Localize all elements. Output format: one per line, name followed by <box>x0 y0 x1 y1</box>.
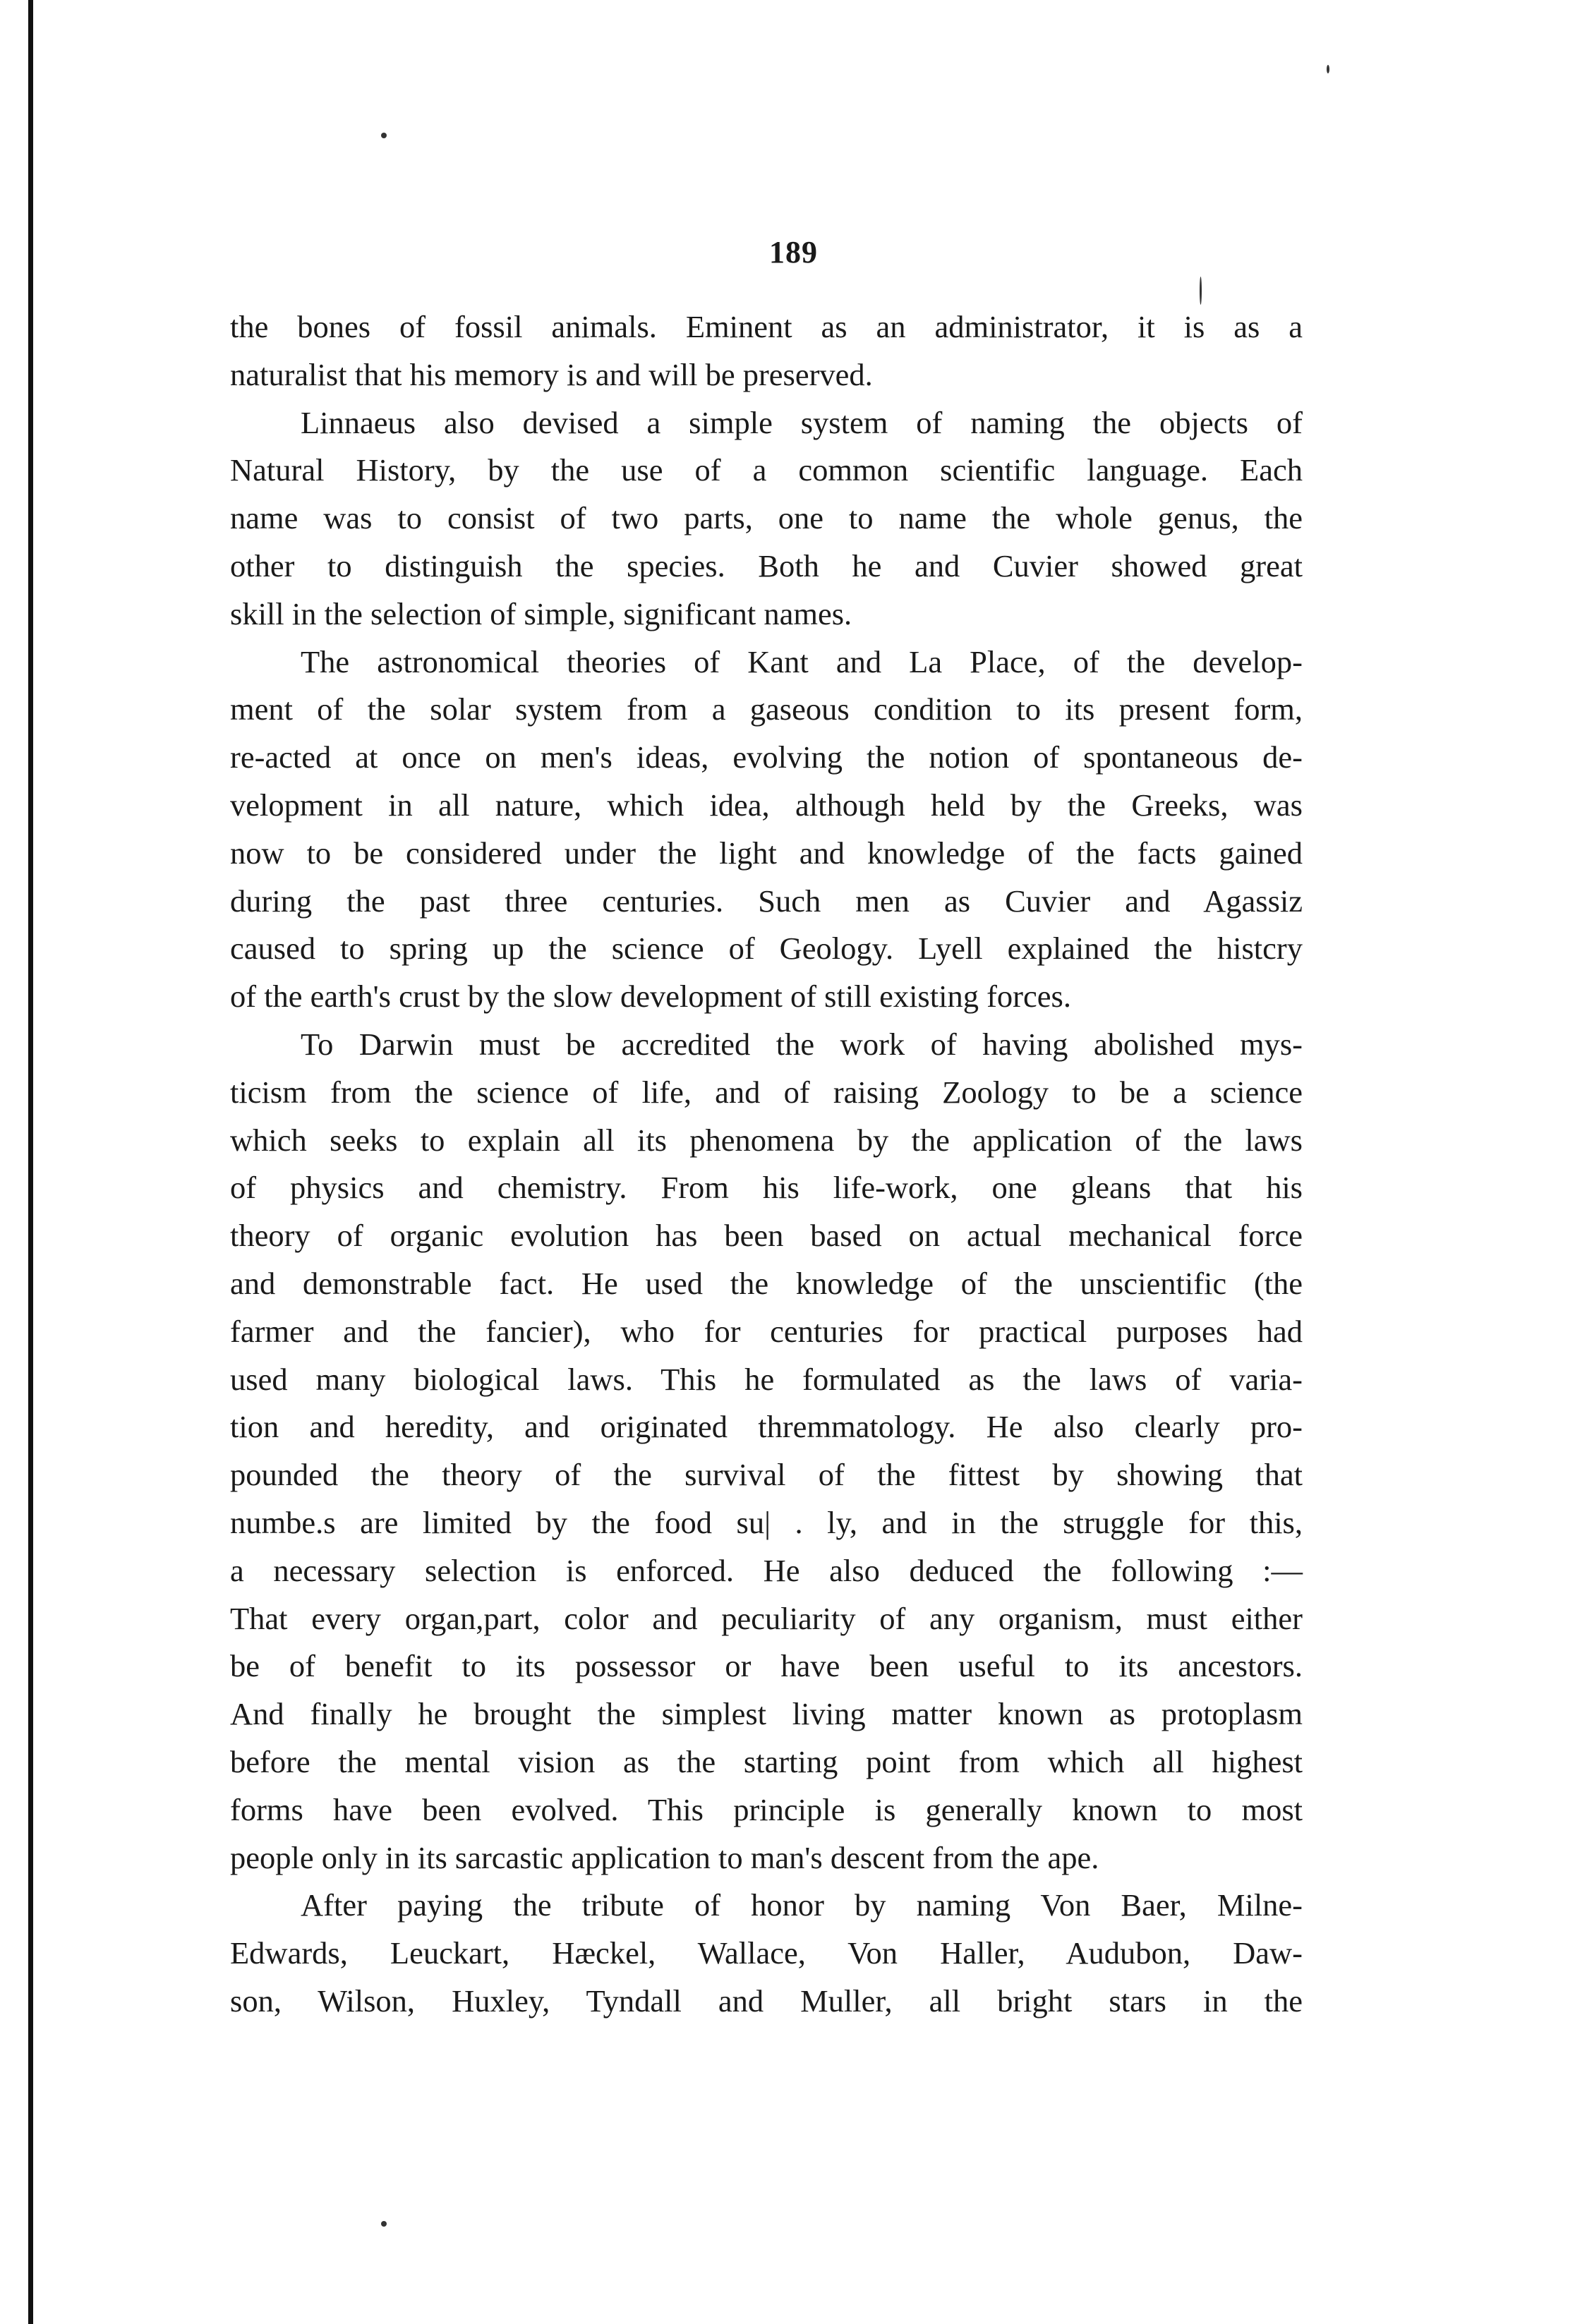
text-line: skill in the selection of simple, significant names. <box>230 595 852 631</box>
text-line: used many biological laws. This he formulated as the laws of varia- <box>230 1361 1303 1397</box>
text-line: naturalist that his memory is and will be preserved. <box>230 356 873 392</box>
scan-speck <box>1200 277 1202 305</box>
text-line: people only in its sarcastic application to man's descent from the ape. <box>230 1839 1099 1875</box>
text-line: ticism from the science of life, and of raising Zoology to be a science <box>230 1074 1303 1110</box>
text-line: and demonstrable fact. He used the knowledge of the unscientific (the <box>230 1265 1303 1301</box>
text-line: After paying the tribute of honor by naming Von Baer, Milne- <box>301 1887 1303 1923</box>
text-line: name was to consist of two parts, one to name the whole genus, the <box>230 500 1303 536</box>
text-line: To Darwin must be accredited the work of having abolished mys- <box>301 1026 1303 1062</box>
text-line: of physics and chemistry. From his life-work, one gleans that his <box>230 1170 1303 1206</box>
page-number: 189 <box>769 235 818 270</box>
text-line: Natural History, by the use of a common scientific language. Each <box>230 452 1303 488</box>
text-line: son, Wilson, Huxley, Tyndall and Muller, all bright stars in the <box>230 1983 1303 2019</box>
text-line: caused to spring up the science of Geology. Lyell explained the histcry <box>230 931 1303 967</box>
text-line: numbe.s are limited by the food su| . ly, and in the struggle for this, <box>230 1504 1303 1540</box>
text-line: now to be considered under the light and knowledge of the facts gained <box>230 835 1303 871</box>
text-line: That every organ,part, color and peculiarity of any organism, must either <box>230 1600 1303 1636</box>
text-line: which seeks to explain all its phenomena by the application of the laws <box>230 1122 1303 1158</box>
text-line: other to distinguish the species. Both he and Cuvier showed great <box>230 547 1303 583</box>
text-line: a necessary selection is enforced. He also deduced the following :— <box>230 1552 1303 1588</box>
text-line: of the earth's crust by the slow development of still existing forces. <box>230 979 1071 1015</box>
text-line: tion and heredity, and originated thremmatology. He also clearly pro- <box>230 1409 1303 1445</box>
text-line: re-acted at once on men's ideas, evolving the notion of spontaneous de- <box>230 739 1303 775</box>
text-line: be of benefit to its possessor or have been useful to its ancestors. <box>230 1648 1303 1684</box>
text-line: during the past three centuries. Such men as Cuvier and Agassiz <box>230 883 1303 919</box>
text-line: pounded the theory of the survival of the fittest by showing that <box>230 1457 1303 1493</box>
body-text <box>230 303 1303 2026</box>
text-line: Linnaeus also devised a simple system of naming the objects of <box>301 404 1303 440</box>
text-line: Edwards, Leuckart, Hæckel, Wallace, Von Haller, Audubon, Daw- <box>230 1935 1303 1971</box>
text-line: the bones of fossil animals. Eminent as an administrator, it is as a <box>230 309 1303 344</box>
scan-left-edge <box>28 0 33 2324</box>
text-line: ment of the solar system from a gaseous condition to its present form, <box>230 691 1303 727</box>
text-line: forms have been evolved. This principle is generally known to most <box>230 1791 1303 1827</box>
text-line: before the mental vision as the starting point from which all highest <box>230 1743 1303 1779</box>
text-line: farmer and the fancier), who for centuries for practical purposes had <box>230 1313 1303 1349</box>
scan-speck <box>1327 65 1329 73</box>
text-line: velopment in all nature, which idea, although held by the Greeks, was <box>230 787 1303 823</box>
text-line: And finally he brought the simplest living matter known as protoplasm <box>230 1696 1303 1732</box>
text-line: theory of organic evolution has been based on actual mechanical force <box>230 1218 1303 1254</box>
scan-speck <box>381 133 387 138</box>
scan-speck <box>381 2221 387 2227</box>
text-line: The astronomical theories of Kant and La Place, of the develop- <box>301 643 1303 679</box>
